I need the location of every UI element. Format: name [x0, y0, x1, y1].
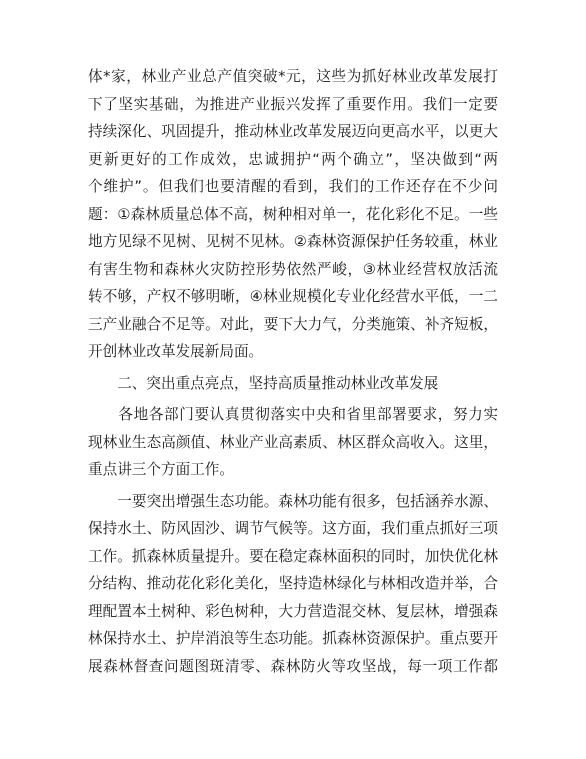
text-line: 展森林督查问题图斑清零、森林防火等攻坚战，每一项工作都 — [88, 657, 498, 675]
text-line: 林保持水土、护岸消浪等生态功能。抓森林资源保护。重点要开 — [88, 630, 498, 647]
text-line: 体*家，林业产业总产值突破*元，这些为抓好林业改革发展打 — [88, 68, 498, 85]
text-line: 一要突出增强生态功能。森林功能有很多，包括涵养水源、 — [88, 492, 498, 510]
text-line: 三产业融合不足等。对此，要下大力气，分类施策、补齐短板， — [88, 315, 498, 333]
text-line: 转不够，产权不够明晰，④林业规模化专业化经营水平低，一二 — [88, 288, 498, 305]
text-line: 保持水土、防风固沙、调节气候等。这方面，我们重点抓好三项 — [88, 520, 498, 537]
text-line: 理配置本土树种、彩色树种，大力营造混交林、复层林，增强森 — [88, 602, 498, 620]
text-line: 题：①森林质量总体不高，树种相对单一，花化彩化不足。一些 — [88, 205, 498, 223]
section-heading-text: 二、突出重点亮点，坚持高质量推动林业改革发展 — [88, 374, 439, 392]
text-line: 开创林业改革发展新局面。 — [88, 343, 264, 360]
text-line: 分结构、推动花化彩化美化，坚持造林绿化与林相改造并举，合 — [88, 575, 498, 592]
paragraph-intro — [88, 63, 498, 366]
document-body — [88, 63, 498, 680]
section-heading — [88, 370, 498, 398]
paragraph-ecology — [88, 488, 498, 681]
text-line: 下了坚实基础，为推进产业振兴发挥了重要作用。我们一定要 — [88, 95, 498, 113]
text-line: 持续深化、巩固提升，推动林业改革发展迈向更高水平，以更大 — [88, 123, 498, 140]
paragraph-requirements — [88, 401, 498, 484]
text-line: 更新更好的工作成效，忠诚拥护“两个确立”，坚决做到“两 — [88, 150, 498, 168]
text-line: 现林业生态高颜值、林业产业高素质、林区群众高收入。这里， — [88, 433, 498, 451]
text-line: 工作。抓森林质量提升。要在稳定森林面积的同时，加快优化林 — [88, 547, 498, 565]
text-line: 各地各部门要认真贯彻落实中央和省里部署要求，努力实 — [88, 406, 498, 423]
text-line: 重点讲三个方面工作。 — [88, 461, 234, 478]
text-line: 有害生物和森林火灾防控形势依然严峻，③林业经营权放活流 — [88, 260, 498, 278]
text-line: 地方见绿不见树、见树不见林。②森林资源保护任务较重，林业 — [88, 233, 498, 250]
text-line: 个维护”。但我们也要清醒的看到，我们的工作还存在不少问 — [88, 178, 498, 195]
